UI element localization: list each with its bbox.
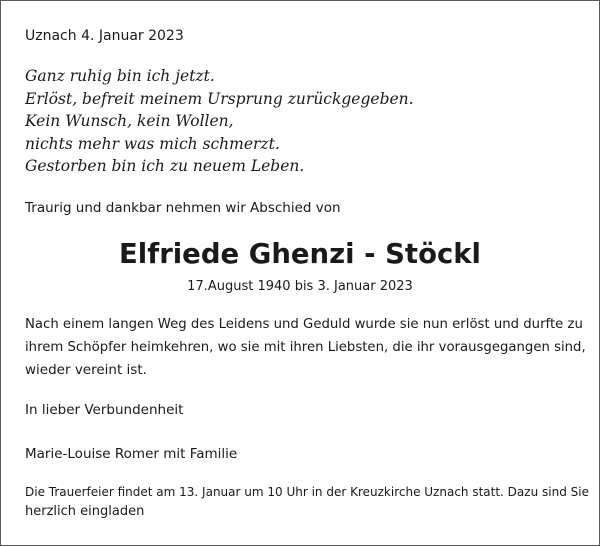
funeral-info xyxy=(25,482,589,522)
closing-phrase: In lieber Verbundenheit xyxy=(25,402,184,418)
poem-line: Ganz ruhig bin ich jetzt. xyxy=(25,67,215,85)
poem-line: Kein Wunsch, kein Wollen, xyxy=(25,112,234,130)
farewell-intro: Traurig und dankbar nehmen wir Abschied von xyxy=(25,200,341,216)
main-paragraph xyxy=(25,314,586,382)
paragraph-line: ihrem Schöpfer heimkehren, wo sie mit ihren Liebsten, die ihr vorausgegangen sind, xyxy=(25,339,586,355)
dateline: Uznach 4. Januar 2023 xyxy=(25,28,184,44)
funeral-line: herzlich eingladen xyxy=(25,504,145,519)
poem-line: nichts mehr was mich schmerzt. xyxy=(25,134,280,153)
paragraph-line: wieder vereint ist. xyxy=(25,362,147,378)
poem-line: Erlöst, befreit meinem Ursprung zurückgegeben. xyxy=(25,89,414,108)
paragraph-line: Nach einem langen Weg des Leidens und Geduld wurde sie nun erlöst und durfte zu xyxy=(25,317,583,332)
life-dates: 17.August 1940 bis 3. Januar 2023 xyxy=(187,279,413,294)
signature: Marie-Louise Romer mit Familie xyxy=(25,446,238,462)
poem xyxy=(25,65,414,178)
deceased-name: Elfriede Ghenzi - Stöckl xyxy=(119,238,481,270)
poem-line: Gestorben bin ich zu neuem Leben. xyxy=(25,157,305,175)
funeral-line: Die Trauerfeier findet am 13. Januar um 10 Uhr in der Kreuzkirche Uznach statt. Dazu sind Sie xyxy=(25,485,589,499)
